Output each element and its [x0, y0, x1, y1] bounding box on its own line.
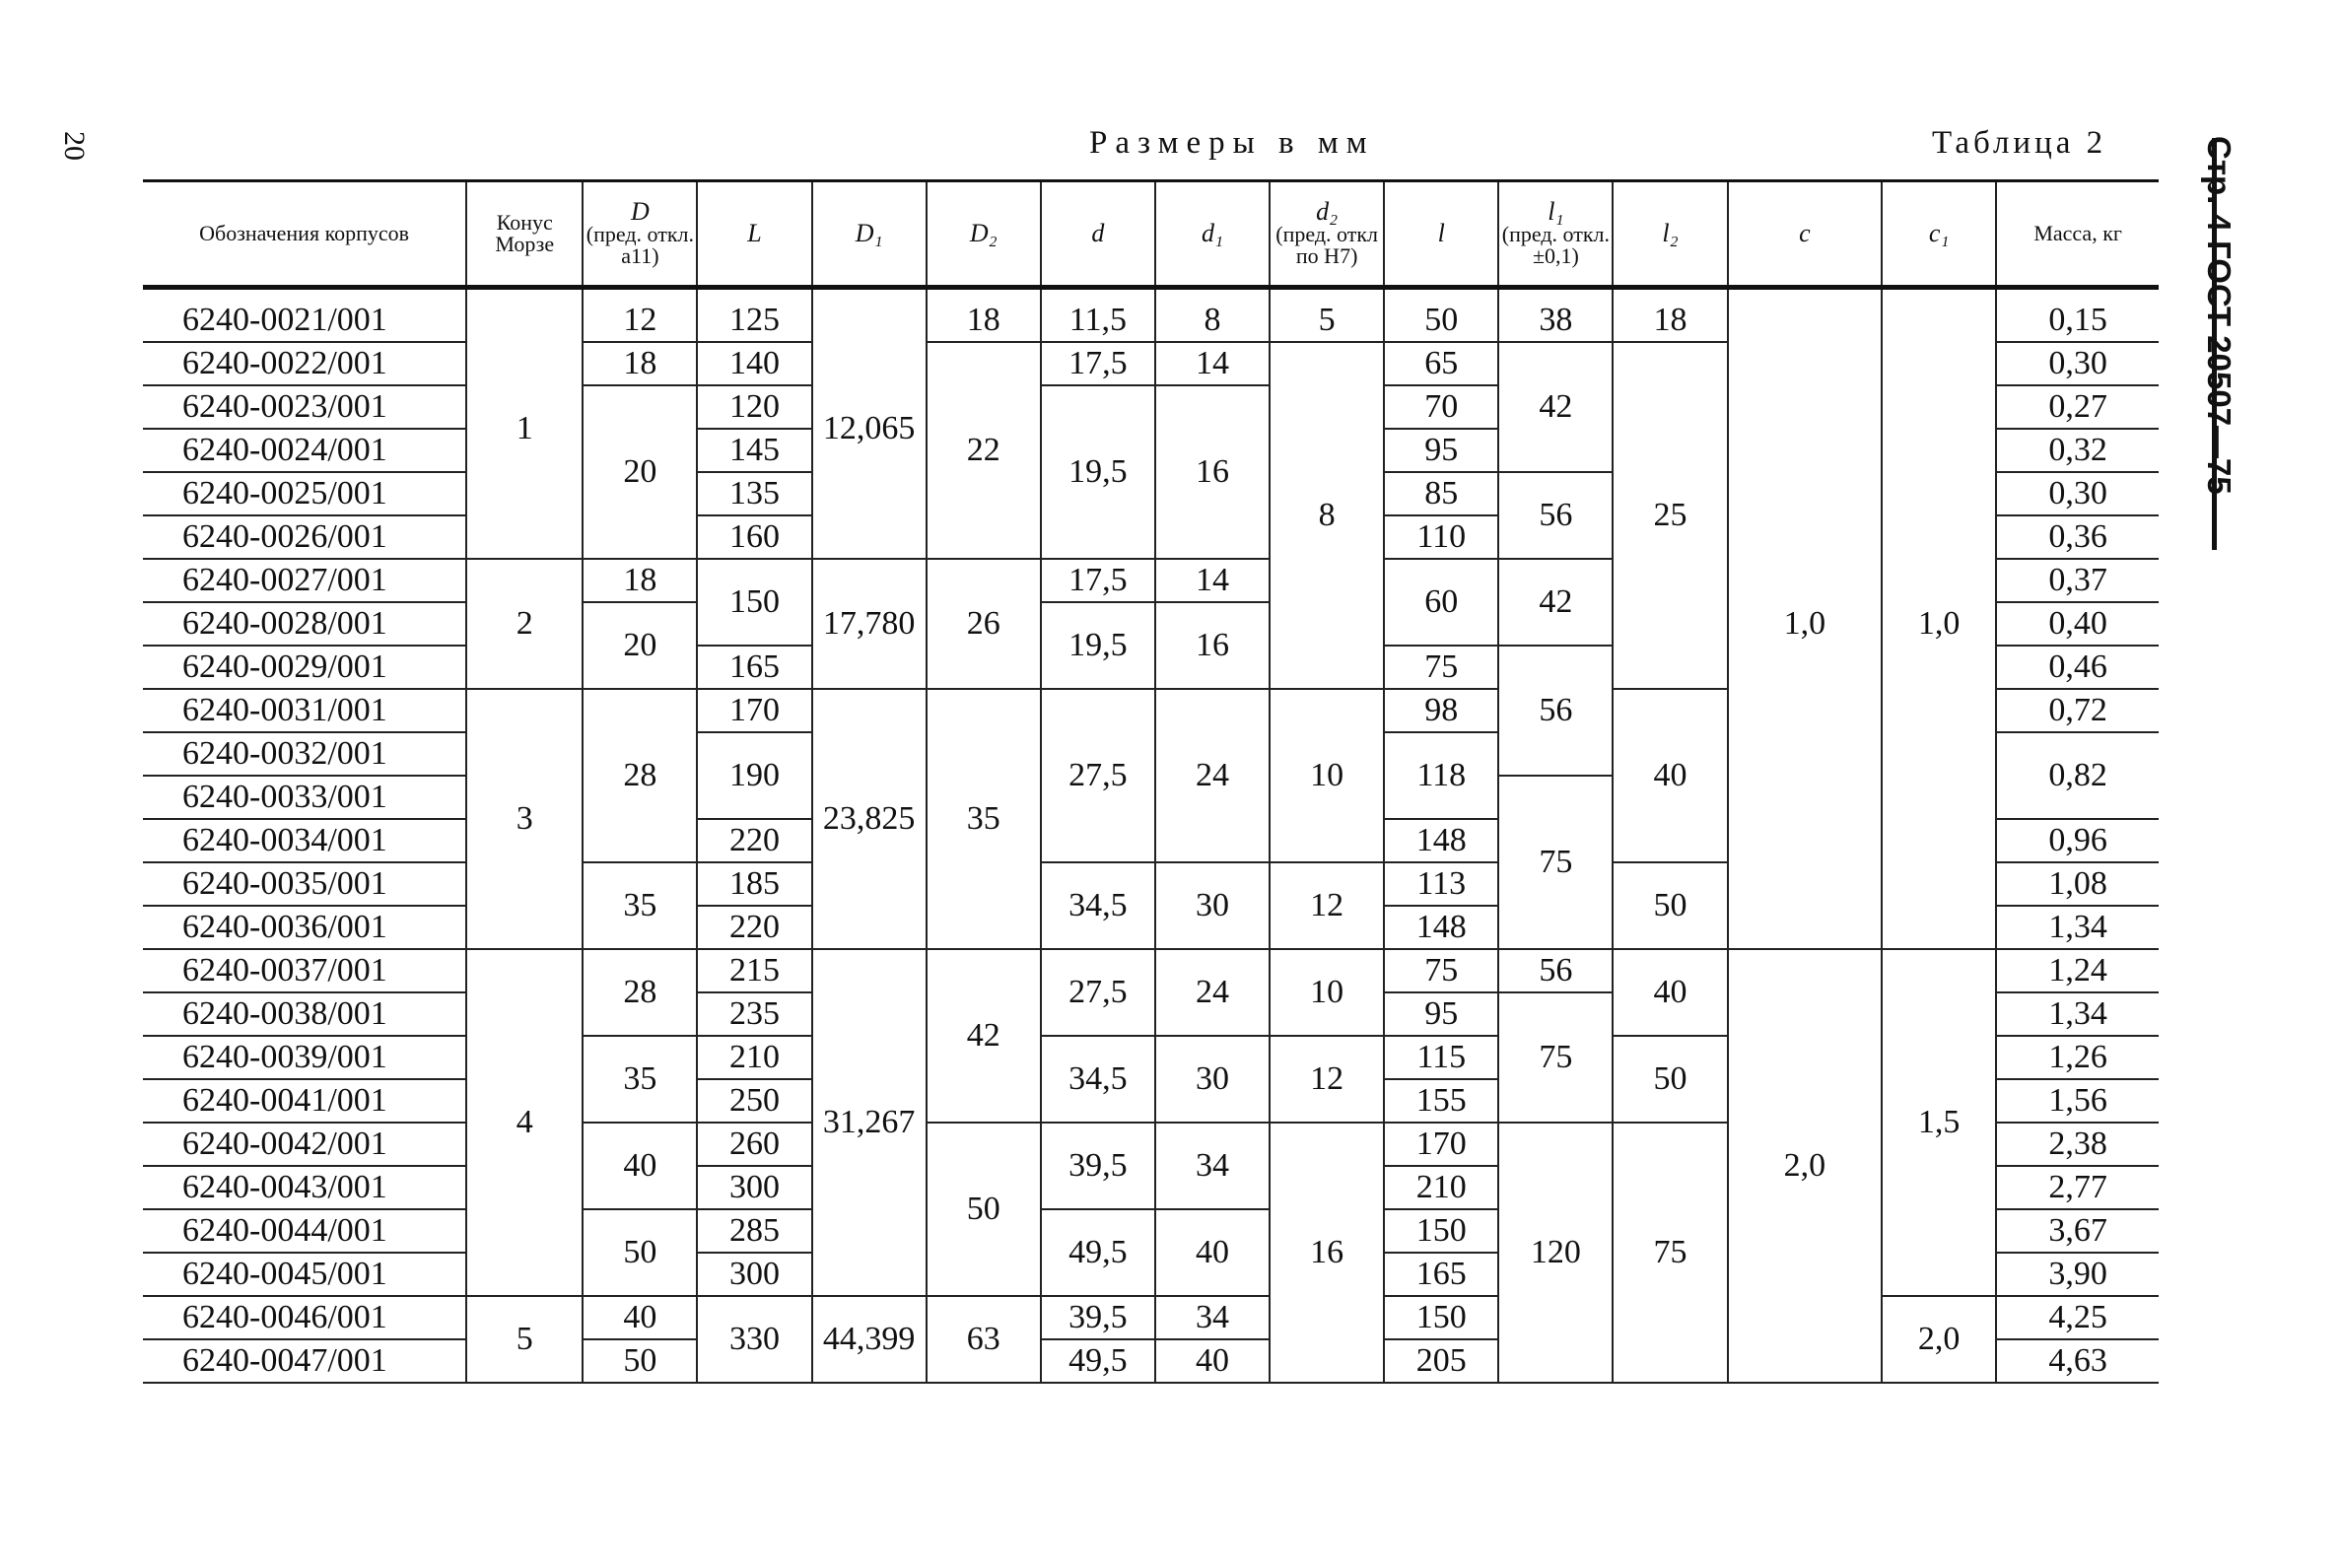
l-cell: 95 — [1384, 429, 1498, 472]
d1-cell: 8 — [1155, 288, 1270, 343]
mass-cell: 0,36 — [1996, 515, 2159, 559]
L-cell: 300 — [697, 1166, 811, 1209]
cone-cell: 1 — [466, 288, 583, 560]
mass-cell: 4,25 — [1996, 1296, 2159, 1339]
mass-cell: 1,08 — [1996, 862, 2159, 906]
D2-cell: 50 — [927, 1123, 1041, 1296]
d1-cell: 16 — [1155, 602, 1270, 689]
d2-cell: 12 — [1270, 862, 1384, 949]
designation-cell: 6240-0037/001 — [143, 949, 466, 992]
mass-cell: 1,26 — [1996, 1036, 2159, 1079]
l1-cell: 120 — [1498, 1123, 1613, 1383]
c1-cell: 1,5 — [1882, 949, 1996, 1296]
D2-cell: 35 — [927, 689, 1041, 949]
col-designation: Обозначения корпусов — [143, 181, 466, 288]
l-cell: 210 — [1384, 1166, 1498, 1209]
designation-cell: 6240-0021/001 — [143, 288, 466, 343]
d-cell: 27,5 — [1041, 949, 1155, 1036]
l-cell: 95 — [1384, 992, 1498, 1036]
L-cell: 165 — [697, 646, 811, 689]
D-cell: 28 — [583, 689, 697, 862]
d-cell: 34,5 — [1041, 862, 1155, 949]
mass-cell: 0,46 — [1996, 646, 2159, 689]
d2-cell: 10 — [1270, 949, 1384, 1036]
L-cell: 190 — [697, 732, 811, 819]
dimensions-table — [143, 179, 2159, 1384]
l-cell: 85 — [1384, 472, 1498, 515]
D-cell: 20 — [583, 385, 697, 559]
cone-cell: 5 — [466, 1296, 583, 1383]
col-D2 — [927, 181, 1041, 288]
d1-cell: 34 — [1155, 1296, 1270, 1339]
l2-cell: 75 — [1613, 1123, 1727, 1383]
d-cell: 19,5 — [1041, 602, 1155, 689]
d1-cell: 24 — [1155, 949, 1270, 1036]
table-row — [143, 949, 2159, 992]
d-cell: 27,5 — [1041, 689, 1155, 862]
L-cell: 285 — [697, 1209, 811, 1253]
col-D1-symbol: D₁ — [855, 218, 883, 247]
l-cell: 155 — [1384, 1079, 1498, 1123]
d-cell: 17,5 — [1041, 342, 1155, 385]
l1-cell: 75 — [1498, 776, 1613, 949]
col-d2 — [1270, 181, 1384, 288]
table-row — [143, 288, 2159, 343]
d-cell: 49,5 — [1041, 1339, 1155, 1383]
col-d2-note: (пред. откл по H7) — [1275, 221, 1379, 268]
table-header-row — [143, 181, 2159, 288]
c1-cell: 2,0 — [1882, 1296, 1996, 1383]
cone-cell: 3 — [466, 689, 583, 949]
l2-cell: 18 — [1613, 288, 1727, 343]
mass-cell: 0,37 — [1996, 559, 2159, 602]
D-cell: 35 — [583, 862, 697, 949]
side-note: Стр. 4 ГОСТ 20507—75 — [2201, 136, 2238, 495]
designation-cell: 6240-0031/001 — [143, 689, 466, 732]
col-l1-symbol: l₁ — [1548, 196, 1564, 226]
l1-cell: 56 — [1498, 949, 1613, 992]
d-cell: 17,5 — [1041, 559, 1155, 602]
D1-cell: 44,399 — [812, 1296, 927, 1383]
d1-cell: 24 — [1155, 689, 1270, 862]
designation-cell: 6240-0025/001 — [143, 472, 466, 515]
mass-cell: 3,90 — [1996, 1253, 2159, 1296]
col-l2-symbol: l₂ — [1662, 218, 1679, 247]
designation-cell: 6240-0029/001 — [143, 646, 466, 689]
designation-cell: 6240-0028/001 — [143, 602, 466, 646]
L-cell: 140 — [697, 342, 811, 385]
L-cell: 330 — [697, 1296, 811, 1383]
mass-cell: 2,38 — [1996, 1123, 2159, 1166]
mass-cell: 0,72 — [1996, 689, 2159, 732]
cone-cell: 2 — [466, 559, 583, 689]
designation-cell: 6240-0022/001 — [143, 342, 466, 385]
designation-cell: 6240-0036/001 — [143, 906, 466, 949]
col-D-symbol: D — [631, 196, 650, 226]
l-cell: 60 — [1384, 559, 1498, 646]
d-cell: 34,5 — [1041, 1036, 1155, 1123]
col-d — [1041, 181, 1155, 288]
D2-cell: 26 — [927, 559, 1041, 689]
L-cell: 300 — [697, 1253, 811, 1296]
designation-cell: 6240-0044/001 — [143, 1209, 466, 1253]
col-l1 — [1498, 181, 1613, 288]
D-cell: 18 — [583, 342, 697, 385]
header-title: Размеры в мм — [1089, 125, 1375, 161]
d-cell: 39,5 — [1041, 1296, 1155, 1339]
designation-cell: 6240-0039/001 — [143, 1036, 466, 1079]
L-cell: 250 — [697, 1079, 811, 1123]
l-cell: 150 — [1384, 1296, 1498, 1339]
d1-cell: 14 — [1155, 559, 1270, 602]
l-cell: 170 — [1384, 1123, 1498, 1166]
col-D1 — [812, 181, 927, 288]
d1-cell: 40 — [1155, 1209, 1270, 1296]
L-cell: 235 — [697, 992, 811, 1036]
D-cell: 35 — [583, 1036, 697, 1123]
mass-cell: 2,77 — [1996, 1166, 2159, 1209]
d2-cell: 8 — [1270, 342, 1384, 689]
L-cell: 150 — [697, 559, 811, 646]
designation-cell: 6240-0033/001 — [143, 776, 466, 819]
d2-cell: 5 — [1270, 288, 1384, 343]
mass-cell: 0,82 — [1996, 732, 2159, 819]
d1-cell: 14 — [1155, 342, 1270, 385]
l-cell: 165 — [1384, 1253, 1498, 1296]
d1-cell: 16 — [1155, 385, 1270, 559]
designation-cell: 6240-0041/001 — [143, 1079, 466, 1123]
L-cell: 160 — [697, 515, 811, 559]
mass-cell: 4,63 — [1996, 1339, 2159, 1383]
l-cell: 75 — [1384, 646, 1498, 689]
d-cell: 39,5 — [1041, 1123, 1155, 1209]
col-L — [697, 181, 811, 288]
l-cell: 150 — [1384, 1209, 1498, 1253]
D-cell: 40 — [583, 1123, 697, 1209]
D1-cell: 17,780 — [812, 559, 927, 689]
d1-cell: 34 — [1155, 1123, 1270, 1209]
designation-cell: 6240-0035/001 — [143, 862, 466, 906]
D2-cell: 22 — [927, 342, 1041, 559]
d-cell: 19,5 — [1041, 385, 1155, 559]
D-cell: 12 — [583, 288, 697, 343]
designation-cell: 6240-0045/001 — [143, 1253, 466, 1296]
col-c1 — [1882, 181, 1996, 288]
col-L-symbol: L — [747, 218, 762, 247]
col-l1-note: (пред. откл. ±0,1) — [1501, 221, 1611, 268]
designation-cell: 6240-0047/001 — [143, 1339, 466, 1383]
c1-cell: 1,0 — [1882, 288, 1996, 950]
l2-cell: 40 — [1613, 689, 1727, 862]
d1-cell: 30 — [1155, 1036, 1270, 1123]
d1-cell: 40 — [1155, 1339, 1270, 1383]
D2-cell: 63 — [927, 1296, 1041, 1383]
col-c1-symbol: c₁ — [1928, 218, 1950, 247]
L-cell: 120 — [697, 385, 811, 429]
D1-cell: 12,065 — [812, 288, 927, 560]
l1-cell: 56 — [1498, 472, 1613, 559]
L-cell: 220 — [697, 906, 811, 949]
d2-cell: 12 — [1270, 1036, 1384, 1123]
l1-cell: 75 — [1498, 992, 1613, 1123]
l1-cell: 42 — [1498, 342, 1613, 472]
L-cell: 135 — [697, 472, 811, 515]
mass-cell: 1,24 — [1996, 949, 2159, 992]
L-cell: 260 — [697, 1123, 811, 1166]
d-cell: 49,5 — [1041, 1209, 1155, 1296]
D-cell: 50 — [583, 1209, 697, 1296]
l-cell: 148 — [1384, 906, 1498, 949]
c-cell: 1,0 — [1728, 288, 1883, 950]
d-cell: 11,5 — [1041, 288, 1155, 343]
col-l2 — [1613, 181, 1727, 288]
designation-cell: 6240-0043/001 — [143, 1166, 466, 1209]
l-cell: 65 — [1384, 342, 1498, 385]
L-cell: 145 — [697, 429, 811, 472]
l2-cell: 25 — [1613, 342, 1727, 689]
col-D — [583, 181, 697, 288]
L-cell: 185 — [697, 862, 811, 906]
mass-cell: 0,27 — [1996, 385, 2159, 429]
table-label: Таблица 2 — [1932, 125, 2107, 161]
D1-cell: 23,825 — [812, 689, 927, 949]
l-cell: 118 — [1384, 732, 1498, 819]
page-number: 20 — [58, 131, 91, 161]
col-D-note: (пред. откл. a11) — [585, 221, 695, 268]
col-d1 — [1155, 181, 1270, 288]
L-cell: 220 — [697, 819, 811, 862]
mass-cell: 0,96 — [1996, 819, 2159, 862]
l-cell: 113 — [1384, 862, 1498, 906]
col-d-symbol: d — [1091, 218, 1105, 247]
designation-cell: 6240-0038/001 — [143, 992, 466, 1036]
l2-cell: 50 — [1613, 1036, 1727, 1123]
mass-cell: 0,32 — [1996, 429, 2159, 472]
l-cell: 70 — [1384, 385, 1498, 429]
mass-cell: 0,30 — [1996, 342, 2159, 385]
mass-cell: 0,40 — [1996, 602, 2159, 646]
col-cone: Конус Морзе — [466, 181, 583, 288]
col-l-symbol: l — [1437, 218, 1445, 247]
col-l — [1384, 181, 1498, 288]
l1-cell: 38 — [1498, 288, 1613, 343]
designation-cell: 6240-0032/001 — [143, 732, 466, 776]
mass-cell: 0,15 — [1996, 288, 2159, 343]
col-c — [1728, 181, 1883, 288]
l-cell: 98 — [1384, 689, 1498, 732]
mass-cell: 0,30 — [1996, 472, 2159, 515]
D-cell: 50 — [583, 1339, 697, 1383]
mass-cell: 1,56 — [1996, 1079, 2159, 1123]
L-cell: 170 — [697, 689, 811, 732]
designation-cell: 6240-0034/001 — [143, 819, 466, 862]
mass-cell: 1,34 — [1996, 906, 2159, 949]
l1-cell: 56 — [1498, 646, 1613, 776]
D-cell: 20 — [583, 602, 697, 689]
l2-cell: 50 — [1613, 862, 1727, 949]
l-cell: 205 — [1384, 1339, 1498, 1383]
D1-cell: 31,267 — [812, 949, 927, 1296]
l-cell: 50 — [1384, 288, 1498, 343]
l2-cell: 40 — [1613, 949, 1727, 1036]
D-cell: 18 — [583, 559, 697, 602]
D-cell: 28 — [583, 949, 697, 1036]
col-c-symbol: c — [1799, 218, 1811, 247]
l1-cell: 42 — [1498, 559, 1613, 646]
mass-cell: 1,34 — [1996, 992, 2159, 1036]
d2-cell: 10 — [1270, 689, 1384, 862]
designation-cell: 6240-0027/001 — [143, 559, 466, 602]
L-cell: 125 — [697, 288, 811, 343]
l-cell: 115 — [1384, 1036, 1498, 1079]
L-cell: 210 — [697, 1036, 811, 1079]
c-cell: 2,0 — [1728, 949, 1883, 1383]
D2-cell: 42 — [927, 949, 1041, 1123]
col-d1-symbol: d₁ — [1202, 218, 1224, 247]
designation-cell: 6240-0042/001 — [143, 1123, 466, 1166]
col-D2-symbol: D₂ — [969, 218, 998, 247]
l-cell: 75 — [1384, 949, 1498, 992]
l-cell: 110 — [1384, 515, 1498, 559]
D2-cell: 18 — [927, 288, 1041, 343]
col-d2-symbol: d₂ — [1316, 196, 1339, 226]
d2-cell: 16 — [1270, 1123, 1384, 1383]
d1-cell: 30 — [1155, 862, 1270, 949]
col-mass: Масса, кг — [1996, 181, 2159, 288]
designation-cell: 6240-0024/001 — [143, 429, 466, 472]
designation-cell: 6240-0023/001 — [143, 385, 466, 429]
mass-cell: 3,67 — [1996, 1209, 2159, 1253]
L-cell: 215 — [697, 949, 811, 992]
cone-cell: 4 — [466, 949, 583, 1296]
l-cell: 148 — [1384, 819, 1498, 862]
designation-cell: 6240-0026/001 — [143, 515, 466, 559]
D-cell: 40 — [583, 1296, 697, 1339]
designation-cell: 6240-0046/001 — [143, 1296, 466, 1339]
